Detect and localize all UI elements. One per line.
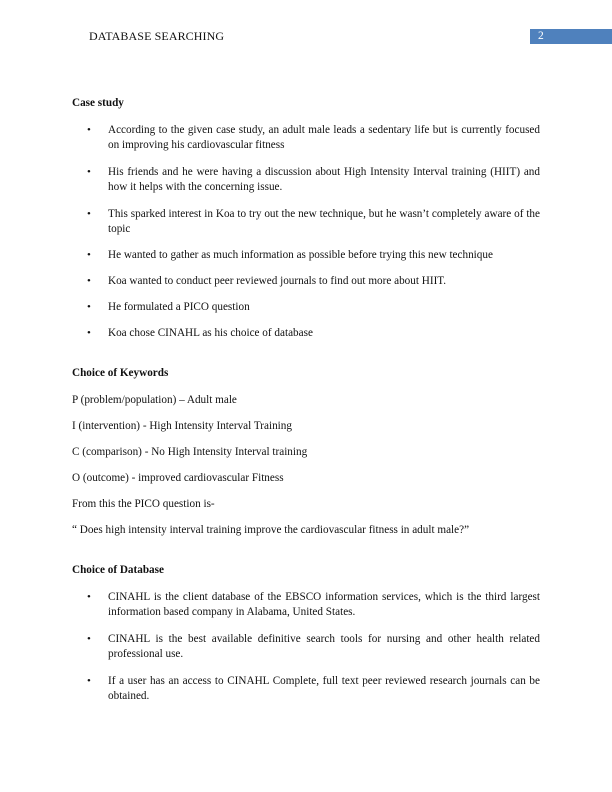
bullet-icon: •: [87, 275, 91, 287]
list-item: [72, 274, 540, 289]
list-item: [72, 123, 540, 153]
list-item-text: CINAHL is the client database of the EBSCO information services, which is the third largest information based company in Alabama, United States.: [108, 591, 540, 618]
pico-o: O (outcome) - improved cardiovascular Fitness: [72, 472, 284, 484]
database-list: [72, 590, 540, 704]
list-item: [72, 326, 540, 341]
list-item-text: He formulated a PICO question: [108, 301, 250, 313]
list-item: [72, 300, 540, 315]
list-item: [72, 674, 540, 704]
pico-c: C (comparison) - No High Intensity Interval training: [72, 446, 308, 458]
pico-question: “ Does high intensity interval training improve the cardiovascular fitness in adult male?”: [72, 524, 470, 536]
list-item-text: His friends and he were having a discussion about High Intensity Interval training (HIIT) and how it helps with the concerning issue.: [108, 166, 540, 193]
pico-p: P (problem/population) – Adult male: [72, 394, 237, 406]
case-study-heading: Case study: [72, 97, 124, 109]
list-item-text: CINAHL is the best available definitive search tools for nursing and other health related professional use.: [108, 633, 540, 660]
pico-i: I (intervention) - High Intensity Interval Training: [72, 420, 292, 432]
database-heading: Choice of Database: [72, 564, 164, 576]
list-item: [72, 207, 540, 237]
list-item-text: According to the given case study, an adult male leads a sedentary life but is currently focused on improving his cardiovascular fitness: [108, 124, 540, 151]
bullet-icon: •: [87, 124, 91, 136]
bullet-icon: •: [87, 327, 91, 339]
list-item: [72, 590, 540, 620]
running-header-title: DATABASE SEARCHING: [89, 29, 225, 43]
bullet-icon: •: [87, 208, 91, 220]
list-item: [72, 248, 540, 263]
keywords-heading: Choice of Keywords: [72, 367, 169, 379]
pico-intro: From this the PICO question is-: [72, 498, 215, 510]
bullet-icon: •: [87, 591, 91, 603]
case-study-list: [72, 123, 540, 341]
bullet-icon: •: [87, 675, 91, 687]
bullet-icon: •: [87, 301, 91, 313]
list-item-text: He wanted to gather as much information as possible before trying this new technique: [108, 249, 493, 261]
page-number-bar: [530, 29, 612, 44]
bullet-icon: •: [87, 633, 91, 645]
list-item-text: Koa chose CINAHL as his choice of database: [108, 327, 313, 339]
bullet-icon: •: [87, 166, 91, 178]
list-item-text: This sparked interest in Koa to try out the new technique, but he wasn’t completely aware of the topic: [108, 208, 540, 235]
list-item-text: Koa wanted to conduct peer reviewed journals to find out more about HIIT.: [108, 275, 447, 287]
list-item: [72, 632, 540, 662]
bullet-icon: •: [87, 249, 91, 261]
list-item: [72, 165, 540, 195]
page-number: 2: [538, 30, 544, 42]
list-item-text: If a user has an access to CINAHL Complete, full text peer reviewed research journals can be obtained.: [108, 675, 540, 702]
